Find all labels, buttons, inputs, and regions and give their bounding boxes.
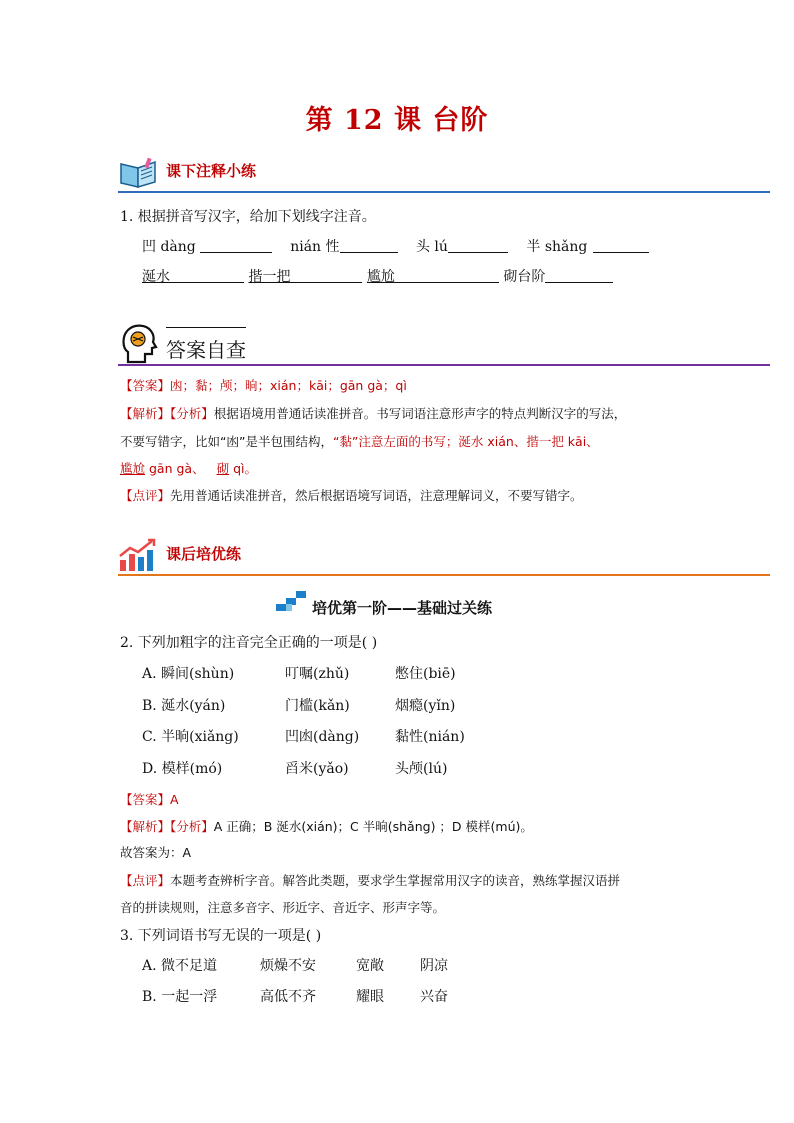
answer-blank[interactable] <box>395 268 499 283</box>
question-2-option-b[interactable]: B. 涎水(yán) 门槛(kǎn) 烟瘾(yǐn) <box>142 698 456 714</box>
question-1-row-1: 凹 dàng nián 性 头 lú 半 shǎng <box>142 236 649 256</box>
question-2-option-a[interactable]: A. 瞬间(shùn) 叮嘱(zhǔ) 憋住(biē) <box>142 666 456 682</box>
answer-blank[interactable] <box>593 238 649 253</box>
section-label-answers: 答案自查 <box>166 338 246 362</box>
thinking-head-icon <box>120 322 158 364</box>
question-2-option-c[interactable]: C. 半晌(xiǎng) 凹凼(dàng) 黏性(nián) <box>142 729 465 745</box>
section-rule <box>118 364 770 366</box>
answer-2-comment-2: 音的拼读规则，注意多音字、形近字、音近字、形声字等。 <box>120 900 446 915</box>
steps-icon <box>276 590 306 612</box>
answer-1-line-5: 【点评】先用普通话读准拼音，然后根据语境写词语，注意理解词义，不要写错字。 <box>120 488 583 503</box>
question-2-stem: 2. 下列加粗字的注音完全正确的一项是( ) <box>120 635 378 651</box>
answer-1-line-3: 不要写错字，比如“凼”是半包围结构，“黏”注意左面的书写；涎水 xián、揩一把 kāi、 <box>120 434 599 449</box>
page-title: 第 12 课 台阶 <box>305 105 489 136</box>
question-3-option-b[interactable]: B. 一起一浮 高低不齐 耀眼 兴奋 <box>142 989 448 1005</box>
question-1-stem: 1. 根据拼音写汉字，给加下划线字注音。 <box>120 209 376 225</box>
question-3-option-a[interactable]: A. 微不足道 烦燥不安 宽敞 阴凉 <box>142 958 448 974</box>
question-2-option-d[interactable]: D. 模样(mó) 舀米(yǎo) 头颅(lú) <box>142 761 448 777</box>
answer-blank[interactable] <box>448 238 508 253</box>
subheading: 培优第一阶——基础过关练 <box>312 599 493 617</box>
section-label-notes: 课下注释小练 <box>166 162 257 180</box>
book-icon <box>118 156 160 190</box>
section-rule <box>118 574 770 576</box>
answer-blank[interactable] <box>340 238 398 253</box>
section-rule <box>118 191 770 193</box>
question-1-row-2: 涎水 揩一把 尴尬 砌台阶 <box>142 266 613 286</box>
answer-2-analysis: 【解析】【分析】A 正确；B 涎水(xián)；C 半晌(shǎng) ；D 模样(mú)。 <box>120 819 533 834</box>
answer-1-line-1: 【答案】凼；黏；颅；晌；xián；kāi；gān gà；qì <box>120 378 407 393</box>
answer-2-comment-1: 【点评】本题考查辨析字音。解答此类题，要求学生掌握常用汉字的读音，熟练掌握汉语拼 <box>120 873 621 888</box>
answer-1-line-4: 尴尬 gān gà、 砌 qì。 <box>120 461 257 476</box>
answer-2-key: 【答案】A <box>120 792 179 807</box>
answer-blank[interactable] <box>170 268 244 283</box>
growth-chart-icon <box>118 538 158 572</box>
answer-header-rule <box>166 327 246 328</box>
answer-blank[interactable] <box>200 238 272 253</box>
answer-1-line-2: 【解析】【分析】根据语境用普通话读准拼音。书写词语注意形声字的特点判断汉字的写法， <box>120 406 627 421</box>
answer-2-conclusion: 故答案为：A <box>120 845 192 860</box>
answer-blank[interactable] <box>545 268 613 283</box>
question-3-stem: 3. 下列词语书写无误的一项是( ) <box>120 928 322 944</box>
answer-blank[interactable] <box>290 268 362 283</box>
section-label-practice: 课后培优练 <box>166 545 242 563</box>
